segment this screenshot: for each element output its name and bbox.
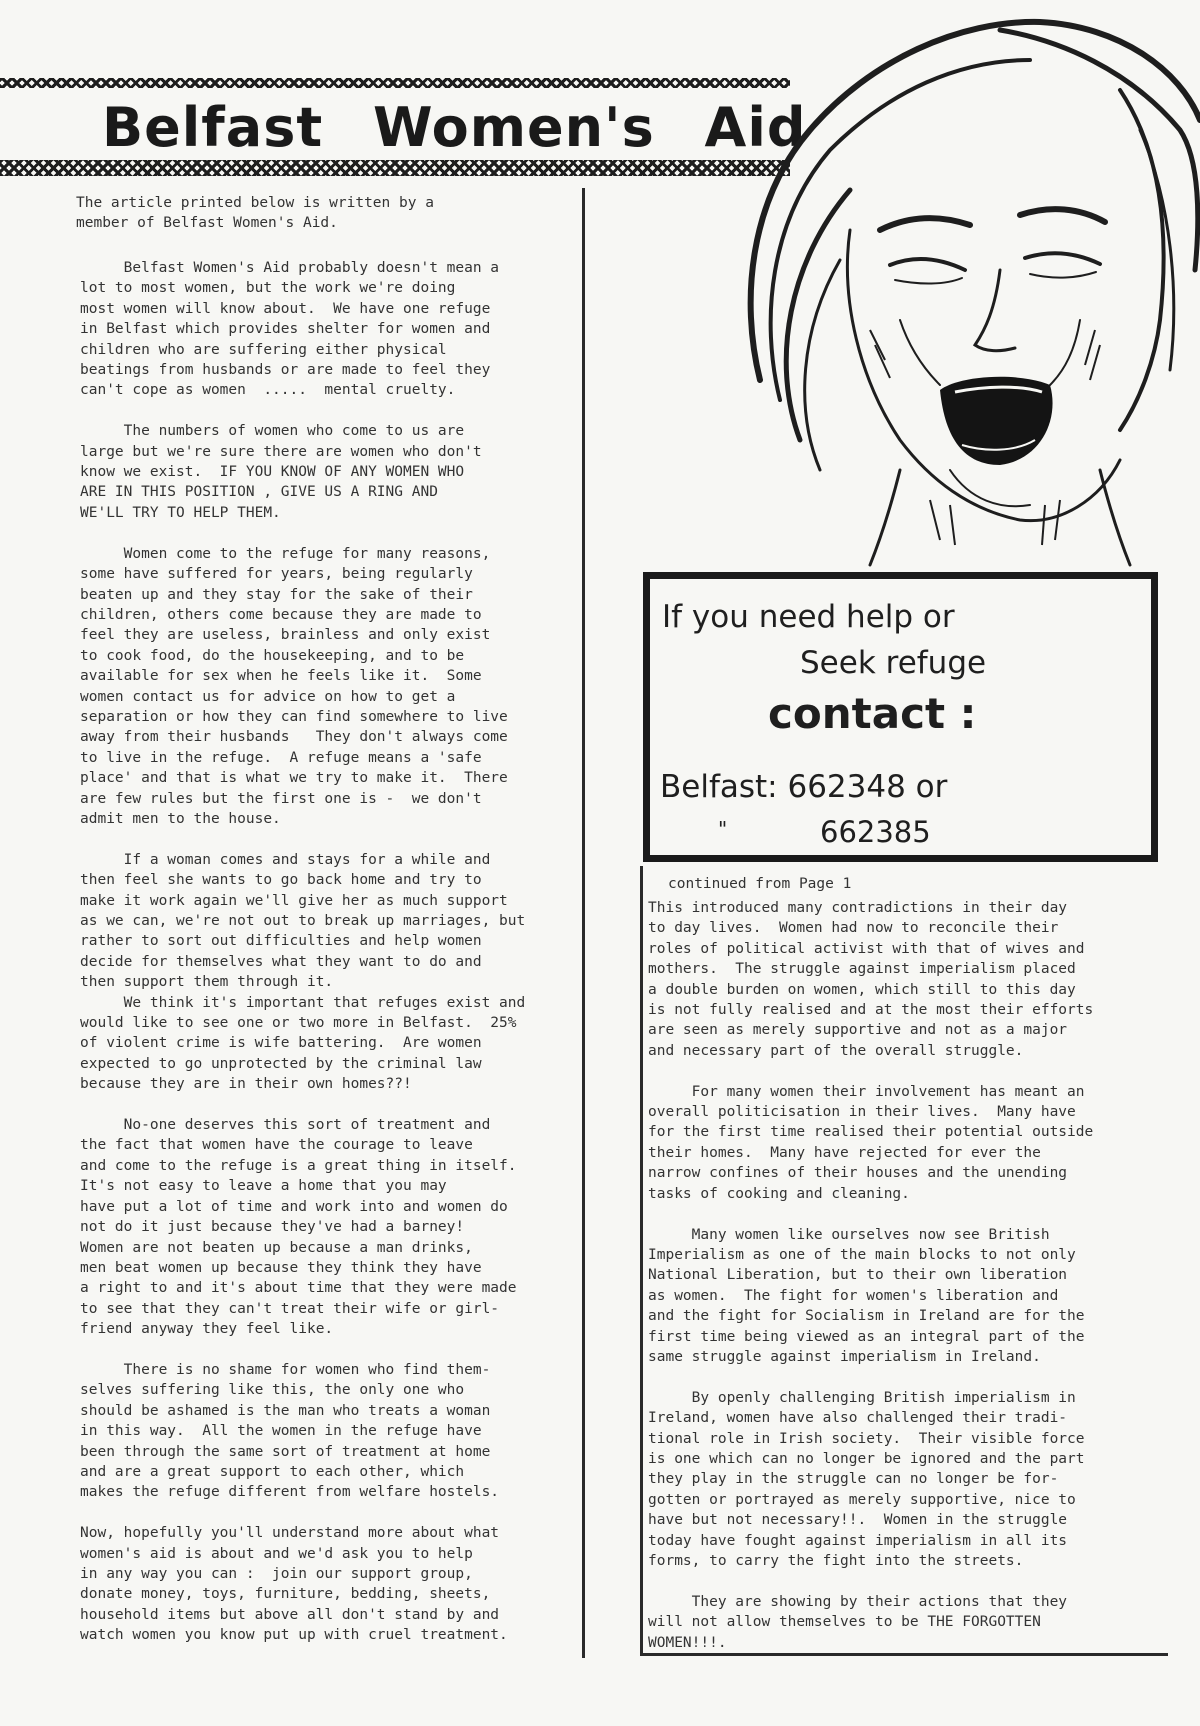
- help-line-need-help: If you need help or: [662, 599, 955, 635]
- help-contact-box: [643, 572, 1158, 862]
- top-decorative-border: [0, 78, 790, 88]
- continued-from-note: continued from Page 1: [668, 876, 852, 892]
- help-phone-primary: Belfast: 662348 or: [660, 769, 948, 805]
- woman-portrait-illustration: [700, 0, 1200, 570]
- help-contact-heading: contact :: [768, 689, 977, 738]
- left-column-article: Belfast Women's Aid probably doesn't mean a lot to most women, but the work we're doing most women will know about. We have one refuge in Belfast which provides shelter for women and children who are suffering either physical beatings from husbands or are made to feel they can't cope as women ..... mental cruelty. The numbers of women who come to us are large but we're sure there are women who don't know we exist. IF YOU KNOW OF ANY WOMEN WHO ARE IN THIS POSITION , GIVE US A RING AND WE'LL TRY TO HELP THEM. Women come to the refuge for many reasons, some have suffered for years, being regularly beaten up and they stay for the sake of their children, others come because they are made to feel they are useless, brainless and only exist to cook food, do the housekeeping, and to be available for sex when he feels like it. Some women contact us for advice on how to get a separation or how they can find somewhere to live away from their husbands They don't always come to live in the refuge. A refuge means a 'safe place' and that is what we try to make it. There are few rules but the first one is - we don't admit men to the house. If a woman comes and stays for a while and then feel she wants to go back home and try to make it work again we'll give her as much support as we can, we're not out to break up marriages, but rather to sort out difficulties and help women decide for themselves what they want to do and then support them through it. We think it's important that refuges exist and would like to see one or two more in Belfast. 25% of violent crime is wife battering. Are women expected to go unprotected by the criminal law because they are in their own homes??! No-one deserves this sort of treatment and the fact that women have the courage to leave and come to the refuge is a great thing in itself. It's not easy to leave a home that you may have put a lot of time and work into and women do not do it just because they've had a barney! Women are not beaten up because a man drinks, men beat women up because they think they have a right to and it's about time that they were made to see that they can't treat their wife or girl- friend anyway they feel like. There is no shame for women who find them- selves suffering like this, the only one who should be ashamed is the man who treats a woman in this way. All the women in the refuge have been through the same sort of treatment at home and are a great support to each other, which makes the refuge different from welfare hostels. Now, hopefully you'll understand more about what women's aid is about and we'd ask you to help in any way you can : join our support group, donate money, toys, furniture, bedding, sheets, household items but above all don't stand by and watch women you know put up with cruel treatment.: [80, 260, 526, 1644]
- column-divider: [582, 188, 585, 1658]
- help-ditto-mark: ": [718, 817, 728, 841]
- bottom-decorative-border: [0, 160, 790, 176]
- intro-text: The article printed below is written by a member of Belfast Women's Aid.: [76, 195, 434, 232]
- right-column-article: This introduced many contradictions in their day to day lives. Women had now to reconcile their roles of political activist with that of wives and mothers. The struggle against imperialism placed a double burden on women, which still to this day is not fully realised and at the most their efforts are seen as merely supportive and not as a major and necessary part of the overall struggle. For many women their involvement has meant an overall politicisation in their lives. Many have for the first time realised their potential outside their homes. Many have rejected for ever the narrow confines of their houses and the unending tasks of cooking and cleaning. Many women like ourselves now see British Imperialism as one of the main blocks to not only National Liberation, but to their own liberation as women. The fight for women's liberation and and the fight for Socialism in Ireland are for the first time being viewed as an integral part of the same struggle against imperialism in Ireland. By openly challenging British imperialism in Ireland, women have also challenged their tradi- tional role in Irish society. Their visible force is one which can no longer be ignored and the part they play in the struggle can no longer be for- gotten or portrayed as merely supportive, nice to have but not necessary!!. Women in the struggle today have fought against imperialism in all its forms, to carry the fight into the streets. They are showing by their actions that they will not allow themselves to be THE FORGOTTEN WOMEN!!!.: [648, 900, 1094, 1651]
- help-line-seek-refuge: Seek refuge: [800, 645, 987, 681]
- help-phone-secondary: 662385: [820, 815, 931, 849]
- headline: Belfast Women's Aid: [102, 96, 807, 159]
